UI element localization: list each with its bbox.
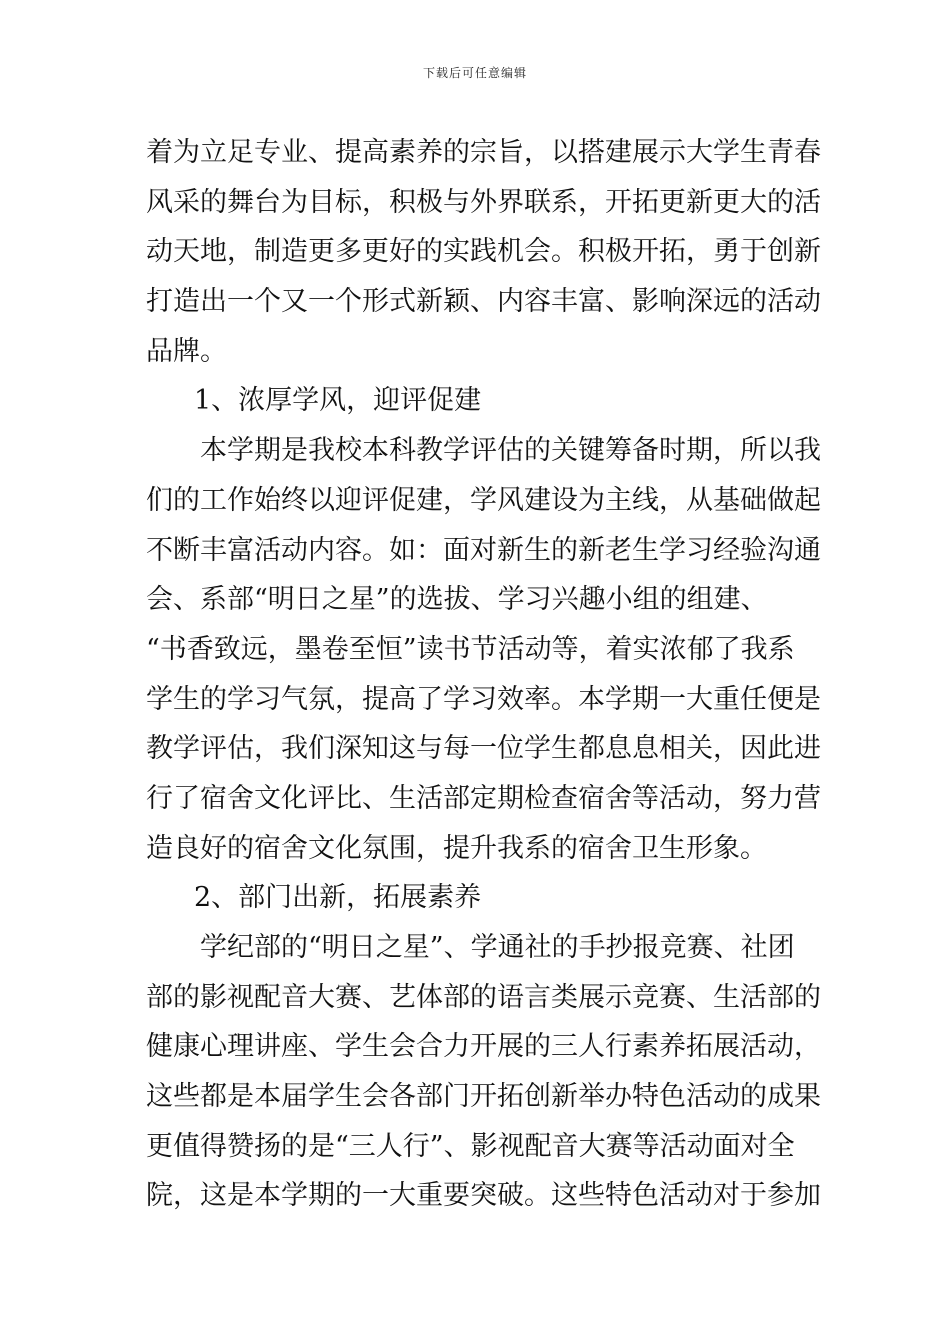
text-line: 部的影视配音大赛、艺体部的语言类展示竞赛、生活部的 bbox=[146, 981, 821, 1013]
paragraph-first-line: 本学期是我校本科教学评估的关键筹备时期，所以我 bbox=[200, 435, 821, 467]
text-line: 会、系部“明日之星”的选拔、学习兴趣小组的组建、 bbox=[146, 584, 768, 616]
document-body bbox=[146, 128, 821, 1221]
paragraph-first-line: 学纪部的“明日之星”、学通社的手抄报竞赛、社团 bbox=[200, 932, 795, 963]
text-line: 这些都是本届学生会各部门开拓创新举办特色活动的成果 bbox=[146, 1081, 821, 1113]
text-line: 们的工作始终以迎评促建，学风建设为主线，从基础做起 bbox=[146, 484, 821, 516]
text-line: “书香致远，墨卷至恒”读书节活动等，着实浓郁了我系 bbox=[146, 633, 795, 665]
text-line: 品牌。 bbox=[146, 335, 227, 367]
text-line: 打造出一个又一个形式新颖、内容丰富、影响深远的活动 bbox=[146, 286, 821, 318]
text-line: 造良好的宿舍文化氛围，提升我系的宿舍卫生形象。 bbox=[146, 832, 767, 864]
text-line: 动天地，制造更多更好的实践机会。积极开拓，勇于创新 bbox=[146, 236, 821, 268]
text-line: 不断丰富活动内容。如：面对新生的新老生学习经验沟通 bbox=[146, 534, 821, 566]
text-line: 更值得赞扬的是“三人行”、影视配音大赛等活动面对全 bbox=[146, 1130, 795, 1162]
text-line: 行了宿舍文化评比、生活部定期检查宿舍等活动，努力营 bbox=[146, 782, 821, 814]
text-line: 学生的学习气氛，提高了学习效率。本学期一大重任便是 bbox=[146, 683, 821, 715]
text-line: 健康心理讲座、学生会合力开展的三人行素养拓展活动， bbox=[146, 1031, 821, 1063]
text-line: 院，这是本学期的一大重要突破。这些特色活动对于参加 bbox=[146, 1180, 821, 1212]
text-line: 教学评估，我们深知这与每一位学生都息息相关，因此进 bbox=[146, 733, 821, 765]
section-heading: 2、部门出新，拓展素养 bbox=[194, 882, 482, 914]
text-line: 风采的舞台为目标，积极与外界联系，开拓更新更大的活 bbox=[146, 186, 821, 218]
section-heading: 1、浓厚学风，迎评促建 bbox=[194, 385, 482, 417]
page-header: 下载后可任意编辑 bbox=[422, 66, 527, 80]
text-line: 着为立足专业、提高素养的宗旨，以搭建展示大学生青春 bbox=[146, 137, 821, 168]
